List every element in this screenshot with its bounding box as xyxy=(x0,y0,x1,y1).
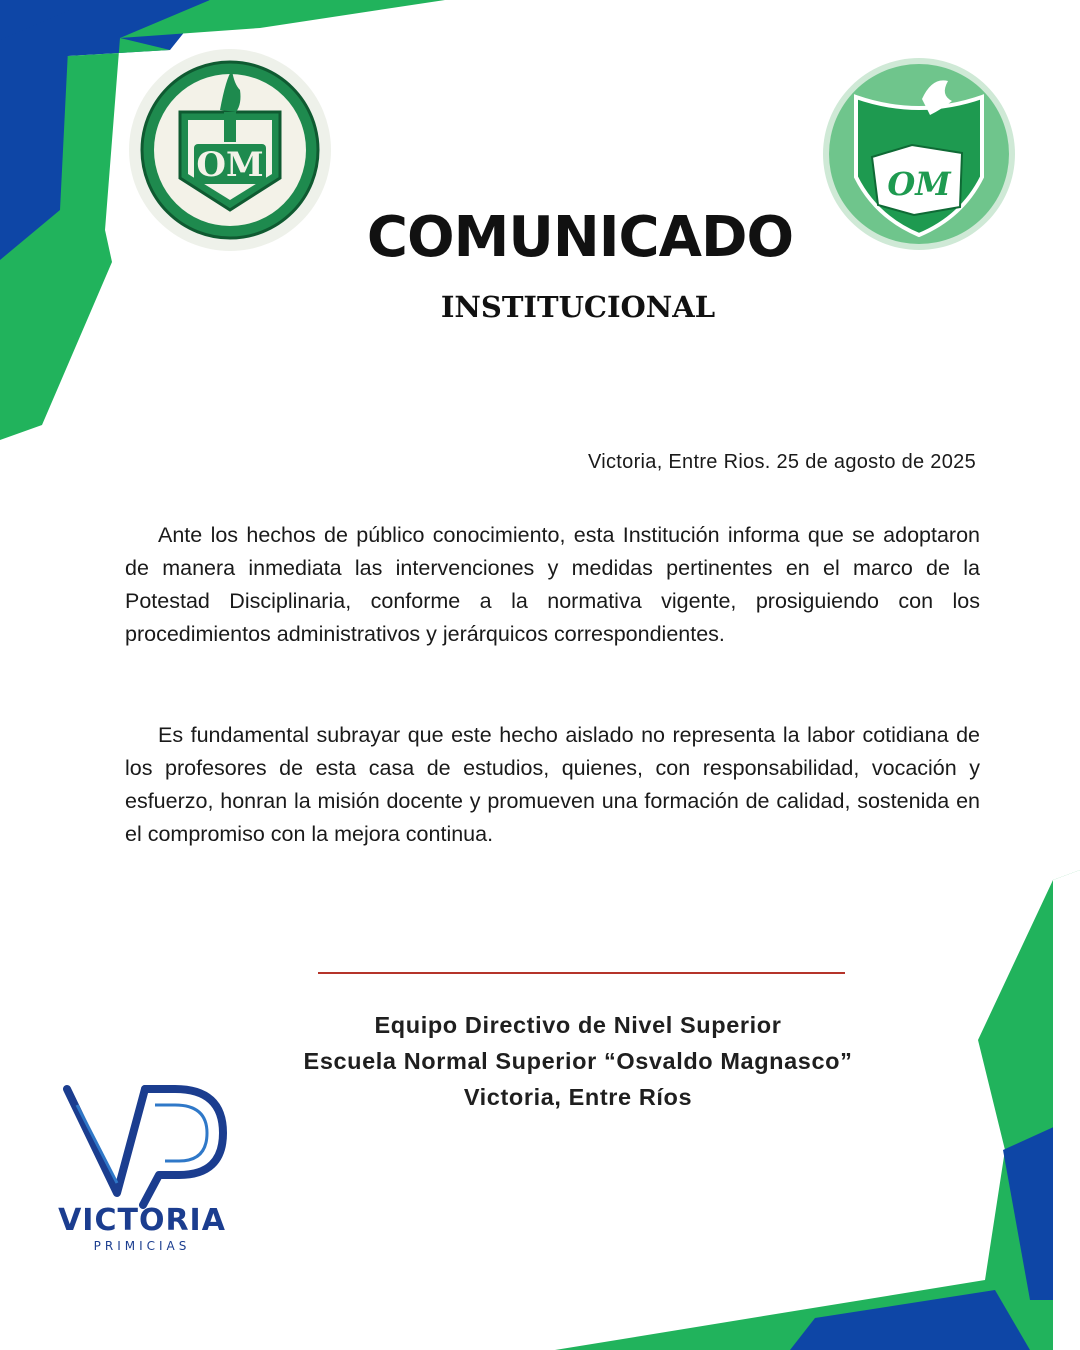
paragraph-2: Es fundamental subrayar que este hecho aislado no representa la labor cotidiana de los profesores de esta casa de estudios, quienes, con responsabilidad, vocación y esfuerzo, honran la misión docente y promueven una formación de calidad, sostenida en el compromiso con la mejora continua. xyxy=(125,723,980,846)
brand-name: VICTORIA xyxy=(58,1203,226,1238)
signature-line-2: Escuela Normal Superior “Osvaldo Magnasco” xyxy=(303,1048,853,1074)
page-title: COMUNICADO xyxy=(366,205,794,270)
date-line: Victoria, Entre Rios. 25 de agosto de 2025 xyxy=(587,451,976,473)
signature-line-1: Equipo Directivo de Nivel Superior xyxy=(374,1012,782,1038)
signature-line-3: Victoria, Entre Ríos xyxy=(463,1084,693,1110)
brand-sub: PRIMICIAS xyxy=(93,1239,191,1253)
left-seal-text: OM xyxy=(196,145,264,185)
signature-line xyxy=(318,972,845,974)
paragraph-1: Ante los hechos de público conocimiento, esta Institución informa que se adoptaron de manera inmediata las intervenciones y medidas pertinentes en el marco de la Potestad Disciplinaria, conforme a la normativa vigente, prosiguiendo con los procedimientos administrativos y jerárquicos correspondientes. xyxy=(125,523,980,646)
right-seal-text: OM xyxy=(887,165,951,203)
page-subtitle: INSTITUCIONAL xyxy=(440,290,716,324)
